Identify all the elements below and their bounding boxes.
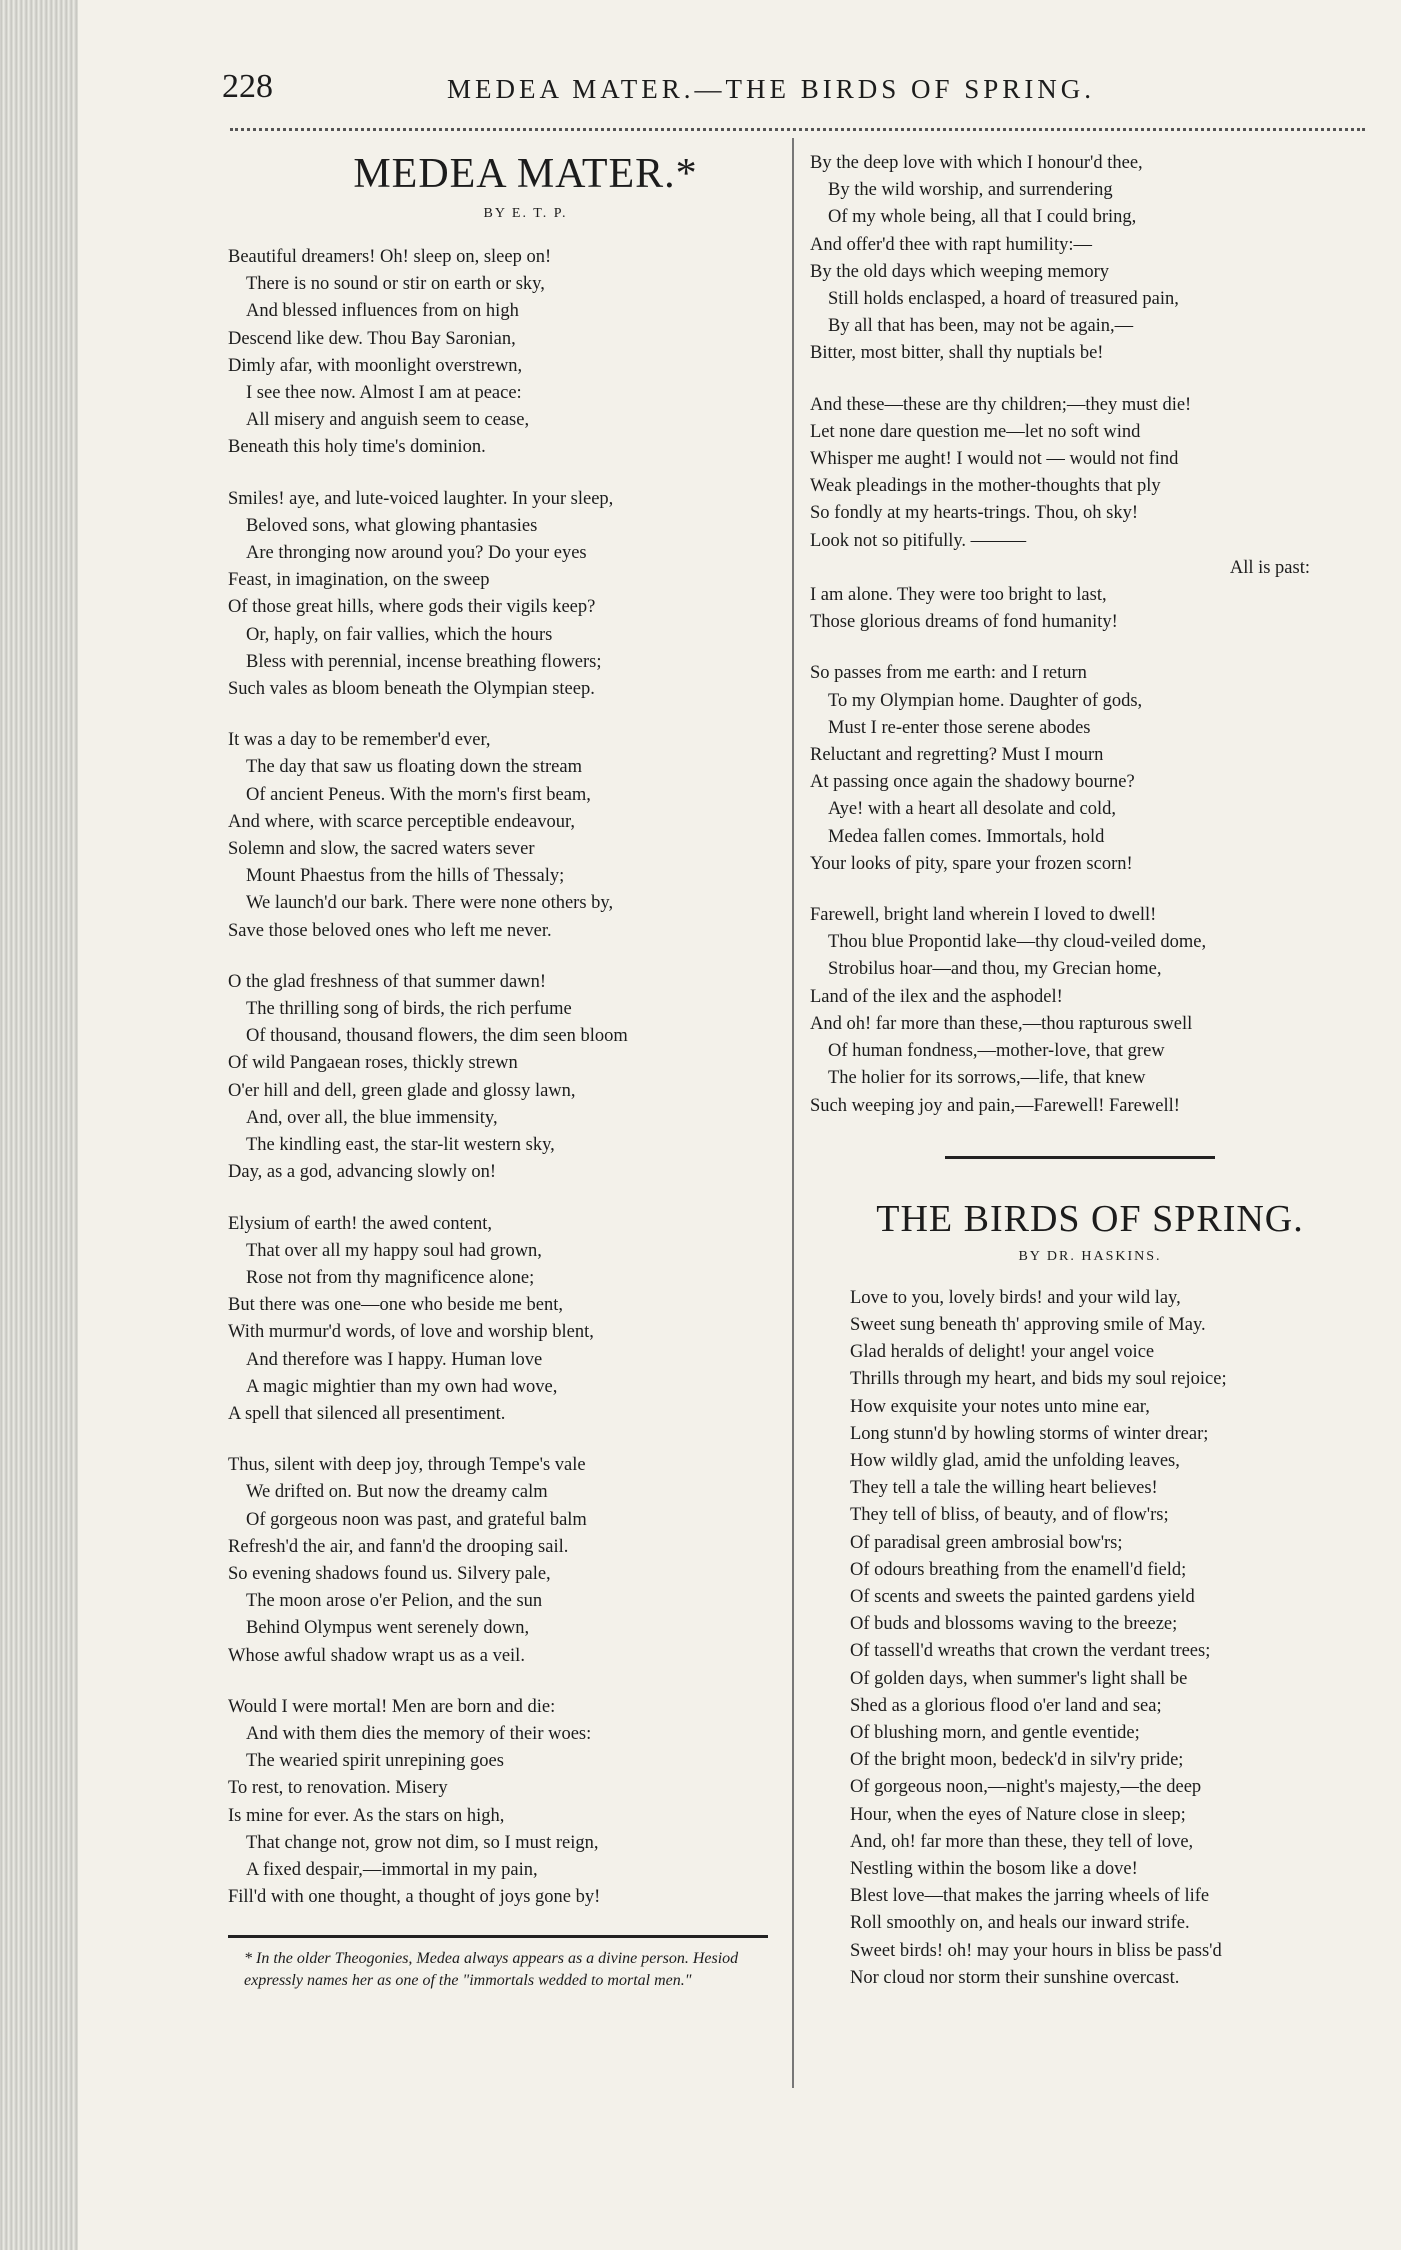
poem-line: Dimly afar, with moonlight overstrewn, <box>228 355 523 376</box>
poem-line: By the deep love with which I honour'd thee, <box>810 153 1143 173</box>
poem-line: By the wild worship, and surrendering <box>828 180 1113 201</box>
poem-line: Beloved sons, what glowing phantasies <box>246 515 538 536</box>
poem-line: Of my whole being, all that I could bring, <box>828 207 1137 228</box>
poem-line: The kindling east, the star-lit western sky, <box>246 1135 555 1156</box>
poem-line: O'er hill and dell, green glade and glossy lawn, <box>228 1080 576 1101</box>
poem-line: Bitter, most bitter, shall thy nuptials be! <box>810 343 1104 364</box>
poem-line: Behind Olympus went serenely down, <box>246 1618 530 1639</box>
poem-line: Or, haply, on fair vallies, which the hours <box>246 624 553 645</box>
poem-line: And these—these are thy children;—they must die! <box>810 394 1192 415</box>
left-column <box>228 150 783 1992</box>
poem-line: Nor cloud nor storm their sunshine overcast. <box>850 1967 1180 1988</box>
poem-line: Thou blue Propontid lake—thy cloud-veiled dome, <box>828 932 1207 953</box>
stanza <box>228 727 783 945</box>
poem-line: Thus, silent with deep joy, through Tempe's vale <box>228 1455 586 1476</box>
stanza <box>810 150 1370 368</box>
poem-line: Of tassell'd wreaths that crown the verdant trees; <box>850 1641 1211 1662</box>
poem-line: But there was one—one who beside me bent, <box>228 1295 563 1316</box>
poem-line: The thrilling song of birds, the rich perfume <box>246 999 572 1020</box>
poem-line: Of odours breathing from the enamell'd field; <box>850 1559 1187 1580</box>
poem-line: The day that saw us floating down the stream <box>246 757 582 778</box>
poem-line: Of thousand, thousand flowers, the dim seen bloom <box>246 1026 628 1047</box>
poem-line: A fixed despair,—immortal in my pain, <box>246 1859 538 1880</box>
poem-line: Refresh'd the air, and fann'd the drooping sail. <box>228 1536 569 1557</box>
poem-line: And oh! far more than these,—thou rapturous swell <box>810 1013 1193 1034</box>
poem-line: To my Olympian home. Daughter of gods, <box>828 690 1143 711</box>
poem-title-medea: MEDEA MATER.* <box>353 151 698 197</box>
running-head: MEDEA MATER.—THE BIRDS OF SPRING. <box>447 74 1096 104</box>
poem-line: Of gorgeous noon,—night's majesty,—the deep <box>850 1777 1202 1798</box>
poem-line: All is past: <box>1229 557 1310 578</box>
poem-line: And therefore was I happy. Human love <box>246 1349 543 1370</box>
poem-line: Save those beloved ones who left me never. <box>228 920 552 941</box>
poem-line: Reluctant and regretting? Must I mourn <box>810 745 1104 766</box>
poem-line: The holier for its sorrows,—life, that knew <box>828 1068 1146 1089</box>
poem-line: They tell of bliss, of beauty, and of flow'rs; <box>850 1505 1169 1526</box>
medea-stanzas-right <box>810 150 1370 1120</box>
poem-title-birds: THE BIRDS OF SPRING. <box>876 1197 1304 1240</box>
poem-line: Beneath this holy time's dominion. <box>228 437 486 458</box>
poem-line: Roll smoothly on, and heals our inward strife. <box>850 1913 1190 1934</box>
stanza <box>810 392 1370 637</box>
poem-line: It was a day to be remember'd ever, <box>228 730 491 751</box>
poem-line: Smiles! aye, and lute-voiced laughter. In your sleep, <box>228 488 614 509</box>
poem-line: And offer'd thee with rapt humility:— <box>810 234 1092 255</box>
medea-stanzas-left <box>228 244 783 1911</box>
poem-line: Are thronging now around you? Do your eyes <box>246 543 587 564</box>
poem-line: Sweet sung beneath th' approving smile of May. <box>850 1314 1206 1335</box>
poem-line: Let none dare question me—let no soft wind <box>810 421 1141 442</box>
poem-line: Whose awful shadow wrapt us as a veil. <box>228 1645 525 1666</box>
poem-line: That change not, grow not dim, so I must reign, <box>246 1832 599 1853</box>
poem-line: O the glad freshness of that summer dawn! <box>228 971 547 992</box>
poem-line: Must I re-enter those serene abodes <box>828 717 1091 738</box>
header-rule <box>230 128 1365 131</box>
poem-line: By all that has been, may not be again,— <box>828 316 1134 337</box>
poem-line: Look not so pitifully. ——— <box>810 530 1027 551</box>
poem-line: Mount Phaestus from the hills of Thessaly; <box>246 866 565 887</box>
poem-line: Elysium of earth! the awed content, <box>228 1213 493 1234</box>
poem-line: Love to you, lovely birds! and your wild lay, <box>850 1287 1181 1308</box>
poem-line: Glad heralds of delight! your angel voice <box>850 1342 1155 1363</box>
page-header <box>222 68 1152 118</box>
poem-line: Aye! with a heart all desolate and cold, <box>828 799 1117 820</box>
stanza <box>228 244 783 462</box>
poem-line: Such weeping joy and pain,—Farewell! Farewell! <box>810 1095 1180 1116</box>
poem-line: Of paradisal green ambrosial bow'rs; <box>850 1532 1123 1553</box>
poem-line: Of blushing morn, and gentle eventide; <box>850 1722 1140 1743</box>
poem-line: There is no sound or stir on earth or sky, <box>246 274 545 295</box>
section-rule <box>945 1156 1215 1159</box>
poem-line: With murmur'd words, of love and worship blent, <box>228 1322 594 1343</box>
poem-line: Strobilus hoar—and thou, my Grecian home, <box>828 959 1162 980</box>
poem-line: Fill'd with one thought, a thought of joys gone by! <box>228 1887 601 1908</box>
byline-birds: BY DR. HASKINS. <box>1018 1248 1162 1264</box>
poem-line: And, over all, the blue immensity, <box>246 1107 498 1128</box>
poem-line: And with them dies the memory of their woes: <box>246 1723 592 1744</box>
stanza <box>228 969 783 1187</box>
poem-line: We drifted on. But now the dreamy calm <box>246 1482 548 1503</box>
footnote-rule <box>228 1935 768 1938</box>
right-column <box>810 150 1370 1992</box>
poem-line: Your looks of pity, spare your frozen scorn! <box>810 853 1133 874</box>
poem-line: So evening shadows found us. Silvery pale, <box>228 1563 551 1584</box>
footnote: * In the older Theogonies, Medea always appears as a divine person. Hesiod expressly names her as one of the "immortals wedded to mortal men." <box>244 1950 739 1990</box>
poem-line: Blest love—that makes the jarring wheels of life <box>850 1886 1210 1907</box>
poem-line: Whisper me aught! I would not — would not find <box>810 449 1179 470</box>
poem-line: How wildly glad, amid the unfolding leaves, <box>850 1450 1180 1471</box>
poem-line: Thrills through my heart, and bids my soul rejoice; <box>850 1369 1227 1390</box>
poem-line: Medea fallen comes. Immortals, hold <box>828 826 1105 847</box>
poem-line: Feast, in imagination, on the sweep <box>228 570 490 591</box>
poem-line: Beautiful dreamers! Oh! sleep on, sleep on! <box>228 247 552 267</box>
poem-line: Of golden days, when summer's light shall be <box>850 1668 1188 1689</box>
column-divider <box>792 138 794 2088</box>
poem-line: Solemn and slow, the sacred waters sever <box>228 839 535 860</box>
stanza <box>228 1452 783 1670</box>
poem-line: Bless with perennial, incense breathing flowers; <box>246 651 602 672</box>
poem-line: We launch'd our bark. There were none others by, <box>246 893 614 914</box>
poem-line: All misery and anguish seem to cease, <box>246 410 530 431</box>
poem-line: Of gorgeous noon was past, and grateful balm <box>246 1509 587 1530</box>
poem-line: By the old days which weeping memory <box>810 261 1110 282</box>
poem-line: Of scents and sweets the painted gardens yield <box>850 1586 1195 1607</box>
poem-line: Descend like dew. Thou Bay Saronian, <box>228 328 516 349</box>
page-number: 228 <box>222 68 273 105</box>
poem-line: So passes from me earth: and I return <box>810 663 1087 684</box>
poem-line: That over all my happy soul had grown, <box>246 1240 542 1261</box>
binding-edge <box>0 0 78 2250</box>
poem-line: Long stunn'd by howling storms of winter drear; <box>850 1423 1209 1444</box>
byline-medea: BY E. T. P. <box>483 206 568 221</box>
poem-line: I see thee now. Almost I am at peace: <box>246 383 522 404</box>
poem-line: Of wild Pangaean roses, thickly strewn <box>228 1053 518 1074</box>
stanza <box>228 1211 783 1429</box>
poem-line: Would I were mortal! Men are born and die: <box>228 1696 556 1717</box>
poem-line: Is mine for ever. As the stars on high, <box>228 1805 505 1826</box>
poem-line: Still holds enclasped, a hoard of treasured pain, <box>828 289 1179 310</box>
poem-line: Rose not from thy magnificence alone; <box>246 1267 535 1288</box>
poem-line: I am alone. They were too bright to last, <box>810 585 1107 606</box>
poem-line: Of human fondness,—mother-love, that grew <box>828 1041 1165 1062</box>
stanza <box>228 486 783 704</box>
poem-line: Day, as a god, advancing slowly on! <box>228 1162 497 1183</box>
poem-line: So fondly at my hearts-trings. Thou, oh sky! <box>810 503 1139 524</box>
stanza <box>810 660 1370 878</box>
poem-line: A spell that silenced all presentiment. <box>228 1403 506 1424</box>
poem-line: Shed as a glorious flood o'er land and sea; <box>850 1695 1162 1716</box>
stanza <box>228 1694 783 1912</box>
poem-line: Of buds and blossoms waving to the breeze; <box>850 1614 1178 1635</box>
poem-line: Weak pleadings in the mother-thoughts that ply <box>810 476 1161 497</box>
poem-line: Sweet birds! oh! may your hours in bliss be pass'd <box>850 1940 1222 1961</box>
poem-line: The wearied spirit unrepining goes <box>246 1751 504 1772</box>
poem-line: Of the bright moon, bedeck'd in silv'ry pride; <box>850 1750 1184 1771</box>
poem-line: Land of the ilex and the asphodel! <box>810 986 1063 1007</box>
poem-line: They tell a tale the willing heart believes! <box>850 1478 1158 1499</box>
stanza <box>810 902 1370 1120</box>
poem-line: Those glorious dreams of fond humanity! <box>810 612 1118 633</box>
poem-line: Farewell, bright land wherein I loved to dwell! <box>810 905 1157 926</box>
poem-line: The moon arose o'er Pelion, and the sun <box>246 1591 543 1612</box>
poem-line: A magic mightier than my own had wove, <box>246 1376 558 1397</box>
poem-line: Such vales as bloom beneath the Olympian steep. <box>228 679 595 700</box>
poem-line: How exquisite your notes unto mine ear, <box>850 1396 1150 1417</box>
poem-line: And, oh! far more than these, they tell of love, <box>850 1831 1194 1852</box>
poem-line: Nestling within the bosom like a dove! <box>850 1858 1138 1879</box>
poem-line: And blessed influences from on high <box>246 301 519 322</box>
birds-stanza <box>810 1285 1370 1992</box>
poem-line: And where, with scarce perceptible endeavour, <box>228 811 576 832</box>
poem-line: Hour, when the eyes of Nature close in sleep; <box>850 1804 1186 1825</box>
poem-line: Of ancient Peneus. With the morn's first beam, <box>246 784 591 805</box>
poem-line: Of those great hills, where gods their vigils keep? <box>228 597 596 618</box>
poem-line: At passing once again the shadowy bourne? <box>810 772 1135 793</box>
poem-line: To rest, to renovation. Misery <box>228 1778 448 1799</box>
